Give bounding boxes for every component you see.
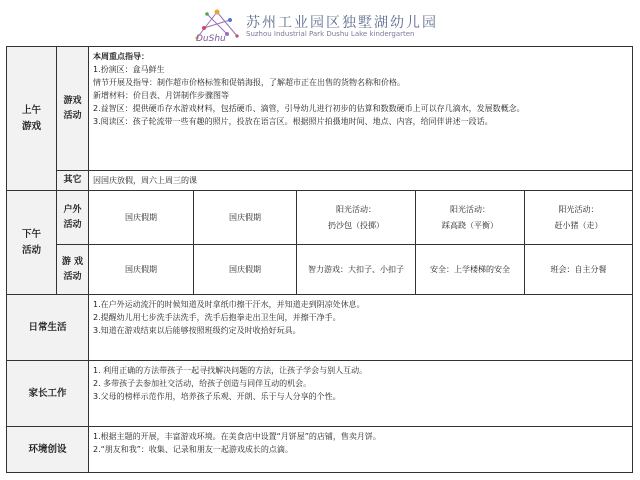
content-line: 新增材料：价目表、月饼制作步骤图等	[93, 91, 229, 100]
label-outdoor: 户外 活动	[57, 191, 89, 245]
content-line: 1.扮演区：盒马鲜生	[93, 65, 165, 74]
label-morning-game: 游戏 活动	[57, 47, 89, 171]
page-header	[0, 0, 640, 48]
content-line: 3.阅读区：孩子轮流带一些有趣的照片，投放在语言区。根据照片拍摄地时间、地点、内容，给同伴讲述一段话。	[93, 117, 493, 126]
content-line: 2. 多带孩子去参加社交活动，给孩子创造与同伴互动的机会。	[93, 379, 312, 388]
content-line: 2.“朋友和我”：收集、记录和朋友一起游戏成长的点滴。	[93, 445, 293, 454]
kindergarten-name: 苏州工业园区独墅湖幼儿园	[246, 15, 438, 31]
row-morning-other	[7, 171, 633, 191]
outdoor-cell: 阳光活动： 踩高跷（平衡）	[416, 191, 525, 245]
section-morning: 上午 游戏	[7, 47, 57, 191]
content-line: 3.知道在游戏结束以后能够按照班级约定及时收拾好玩具。	[93, 326, 301, 335]
section-family: 家长工作	[7, 361, 89, 427]
environment-content	[89, 427, 633, 473]
label-other: 其它	[57, 171, 89, 191]
outdoor-cell: 阳光活动： 赶小猪（走）	[525, 191, 633, 245]
weekly-plan-table	[6, 46, 633, 473]
morning-game-content	[89, 47, 633, 171]
game-cell: 安全：上学楼梯的安全	[416, 245, 525, 295]
content-line: 本周重点指导：	[93, 52, 149, 61]
row-environment	[7, 427, 633, 473]
daily-life-content	[89, 295, 633, 361]
brand-dushu: DuShu	[196, 34, 226, 44]
other-content: 因国庆放假，周六上周三的课	[89, 171, 633, 191]
row-morning-game	[7, 47, 633, 171]
content-line: 2.益智区：提供硬币存水游戏材料，包括硬币、滴管，引导幼儿进行初步的估算和数数硬币上可以存几滴水，发展数概念。	[93, 104, 525, 113]
game-cell: 国庆假期	[194, 245, 297, 295]
row-family	[7, 361, 633, 427]
game-cell: 国庆假期	[89, 245, 194, 295]
content-line: 情节开展及指导：制作超市价格标签和促销海报，了解超市正在出售的货物名称和价格。	[93, 78, 405, 87]
content-line: 2.提醒幼儿用七步洗手法洗手，洗手后抱拳走出卫生间，并擦干净手。	[93, 313, 341, 322]
section-daily-life: 日常生活	[7, 295, 89, 361]
outdoor-cell: 国庆假期	[89, 191, 194, 245]
kindergarten-name-en: Suzhou Industrial Park Dushu Lake kindergarten	[246, 30, 415, 38]
outdoor-cell: 阳光活动： 扔沙包（投掷）	[297, 191, 416, 245]
row-afternoon-outdoor	[7, 191, 633, 245]
content-line: 1.根据主题的开展，丰富游戏环境。在美食店中设置“月饼屋”的店铺，售卖月饼。	[93, 432, 381, 441]
outdoor-cell: 国庆假期	[194, 191, 297, 245]
section-afternoon: 下午 活动	[7, 191, 57, 295]
content-line: 3.父母的榜样示范作用，培养孩子乐观、开朗、乐于与人分享的个性。	[93, 392, 341, 401]
content-line: 1.在户外运动流汗的时候知道及时拿纸巾擦干汗水，并知道走到阴凉处休息。	[93, 300, 365, 309]
family-content	[89, 361, 633, 427]
section-environment: 环境创设	[7, 427, 89, 473]
row-afternoon-game	[7, 245, 633, 295]
game-cell: 班会：自主分餐	[525, 245, 633, 295]
content-line: 1. 利用正确的方法带孩子一起寻找解决问题的方法，让孩子学会与别人互动。	[93, 366, 368, 375]
game-cell: 智力游戏：大扣子、小扣子	[297, 245, 416, 295]
row-daily-life	[7, 295, 633, 361]
label-afternoon-game: 游 戏 活动	[57, 245, 89, 295]
